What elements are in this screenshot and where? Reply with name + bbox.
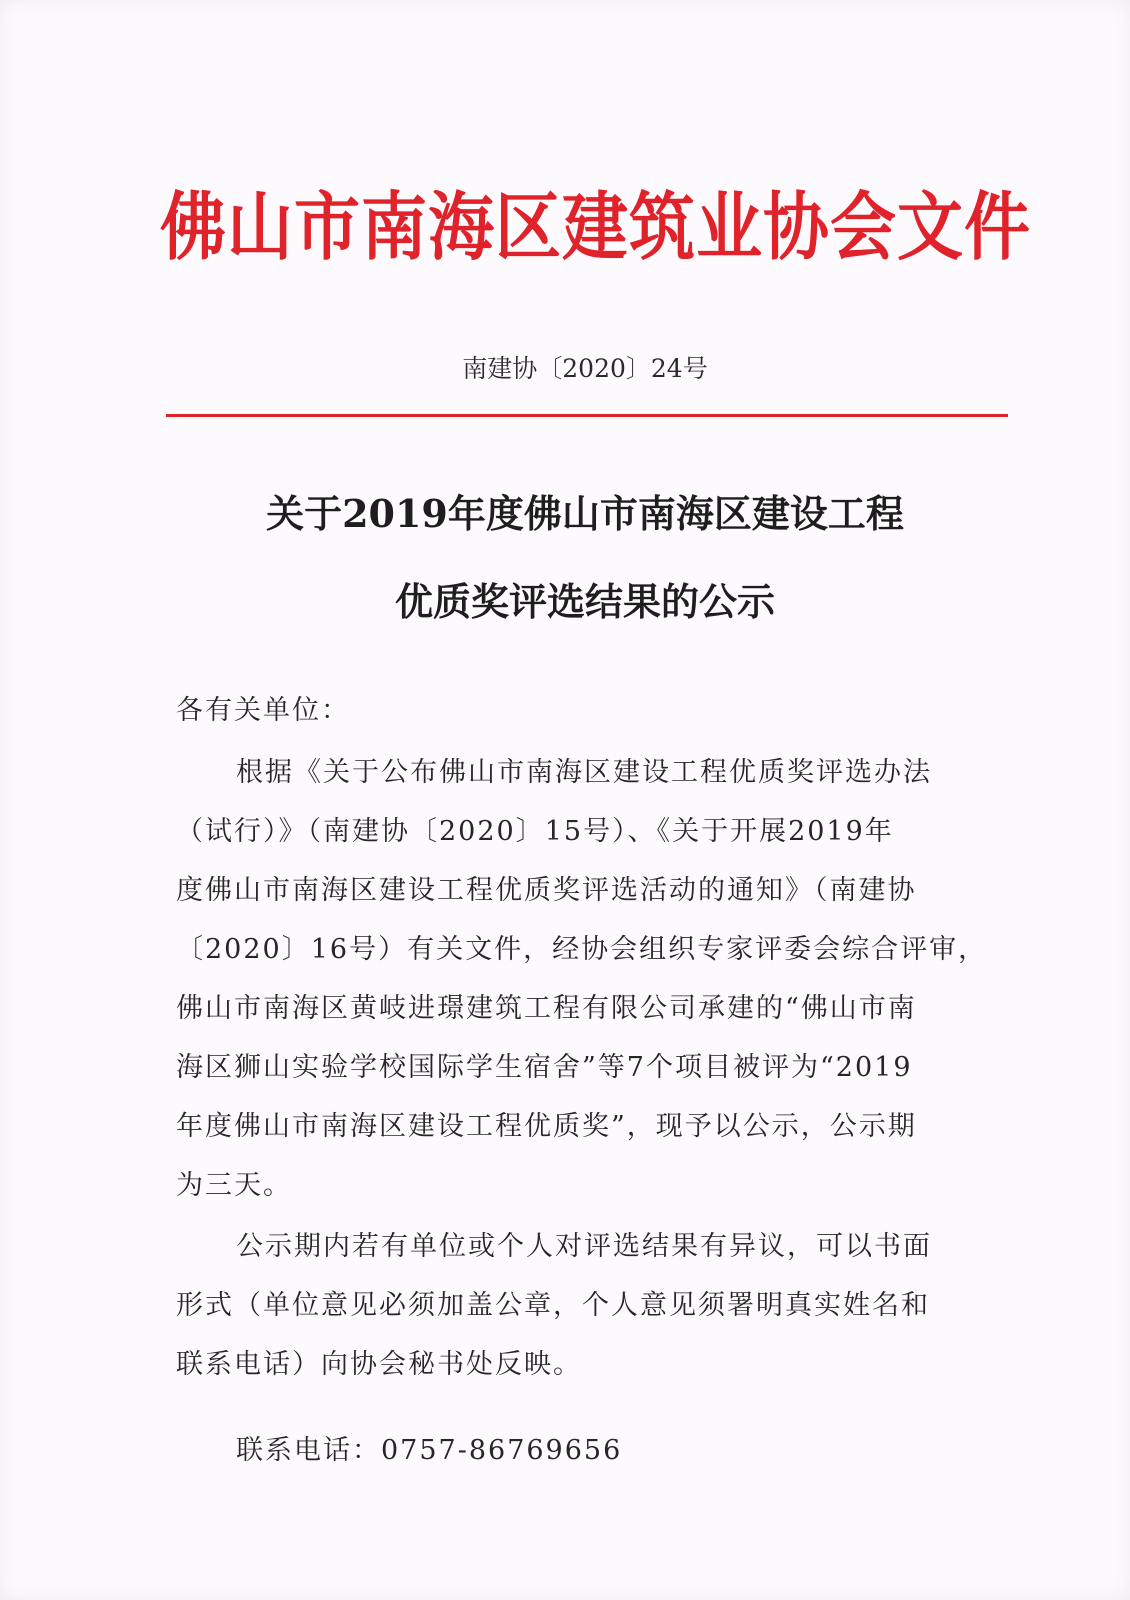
document-title-line-1: 关于2019年度佛山市南海区建设工程	[266, 491, 904, 536]
salutation: 各有关单位：	[176, 695, 350, 726]
paragraph-line: 公示期内若有单位或个人对评选结果有异议，可以书面	[236, 1231, 932, 1262]
paragraph-line: 佛山市南海区黄岐进璟建筑工程有限公司承建的“佛山市南	[176, 993, 917, 1024]
issuer-header-title: 佛山市南海区建筑业协会文件	[160, 184, 1031, 271]
paragraph-line: 海区狮山实验学校国际学生宿舍”等7个项目被评为“2019	[176, 1052, 913, 1083]
paragraph-line: 形式（单位意见必须加盖公章，个人意见须署明真实姓名和	[176, 1290, 930, 1321]
document-number: 南建协〔2020〕24号	[462, 354, 708, 383]
paragraph-line: 联系电话）向协会秘书处反映。	[176, 1349, 582, 1380]
paragraph-line: （试行）》（南建协〔2020〕15号）、《关于开展2019年	[176, 816, 894, 847]
paragraph-line: 〔2020〕16号）有关文件，经协会组织专家评委会综合评审，	[176, 934, 988, 965]
contact-phone: 联系电话：0757-86769656	[236, 1435, 623, 1466]
paragraph-line: 年度佛山市南海区建设工程优质奖”，现予以公示，公示期	[176, 1111, 917, 1142]
header-red-rule	[166, 414, 1008, 417]
paragraph-basis	[176, 752, 988, 1224]
paragraph-objection	[176, 1226, 976, 1403]
document-title-line-2: 优质奖评选结果的公示	[394, 579, 775, 624]
paragraph-line: 为三天。	[176, 1170, 292, 1201]
paragraph-line: 度佛山市南海区建设工程优质奖评选活动的通知》（南建协	[176, 875, 917, 906]
paragraph-line: 根据《关于公布佛山市南海区建设工程优质奖评选办法	[236, 757, 932, 788]
